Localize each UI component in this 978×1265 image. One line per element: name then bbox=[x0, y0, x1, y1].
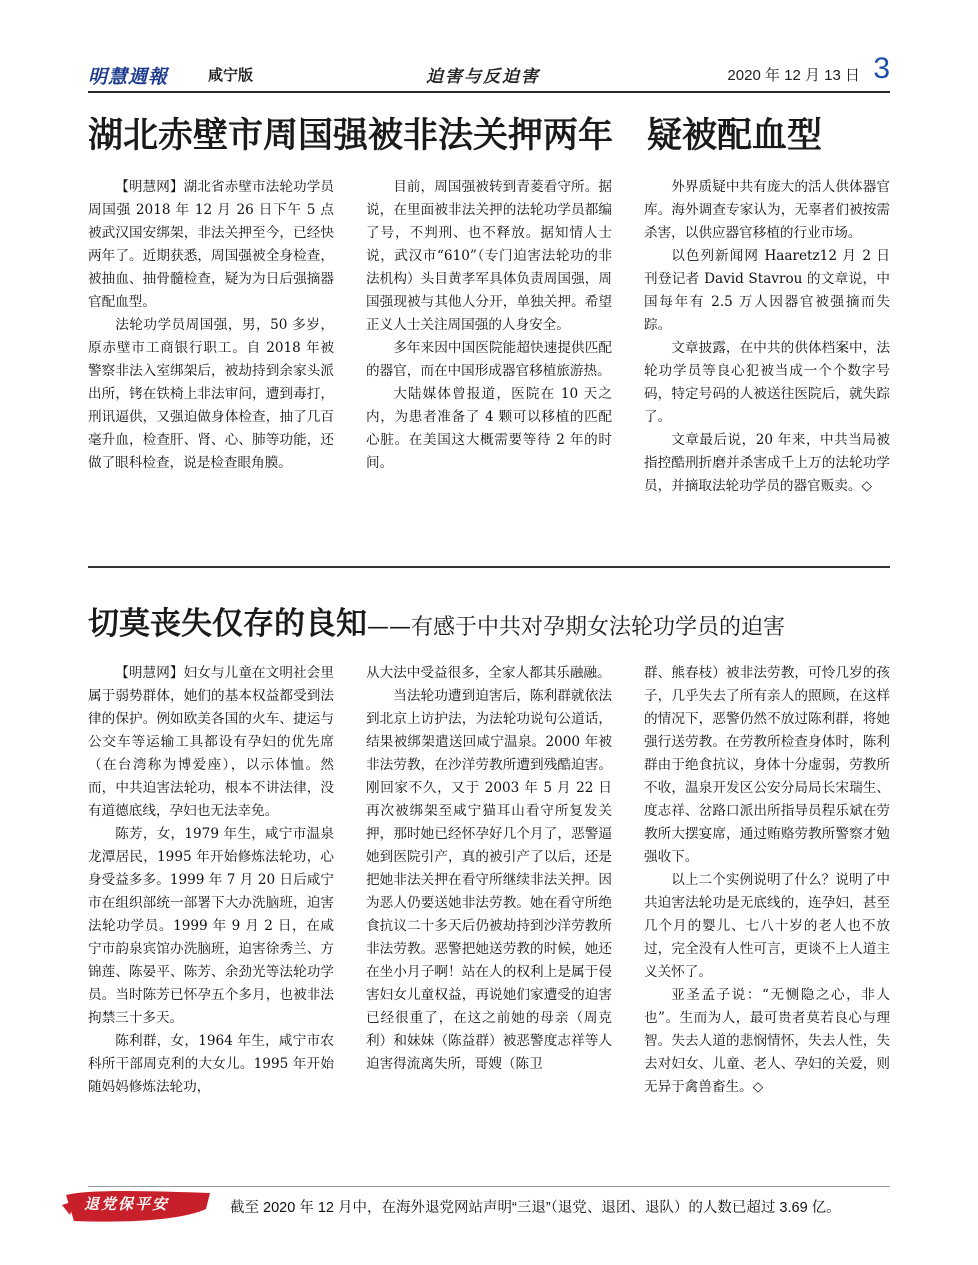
article1-headline-main: 湖北赤壁市周国强被非法关押两年 bbox=[88, 116, 614, 156]
article2-headline bbox=[88, 598, 890, 643]
page-header bbox=[88, 52, 890, 90]
paragraph-continued: 从大法中受益很多，全家人都其乐融融。 bbox=[366, 665, 611, 681]
paragraph: 以色列新闻网 Haaretz12 月 2 日刊登记者 David Stavrou 的文章说，中国每年有 2.5 万人因器官被强摘而失踪。 bbox=[644, 248, 890, 333]
paragraph: 文章披露，在中共的供体档案中，法轮功学员等良心犯被当成一个个数字号码，特定号码的人被送往医院后，就失踪了。 bbox=[644, 340, 890, 425]
paragraph: 当法轮功遭到迫害后，陈利群就依法到北京上访护法，为法轮功说句公道话，结果被绑架遣送回咸宁温泉。2000 年被非法劳教，在沙洋劳教所遭到残酷迫害。刚回家不久，又于 2003 年 5 月 22 日再次被绑架至咸宁猫耳山看守所复发关押，那时她已经怀孕好几个月了，恶警逼她到医院引产，真的被引产了以后，还是把她非法关押在看守所继续非法关押。因为恶人仍要送她非法劳教。她在看守所绝食抗议二十多天后仍被劫持到沙洋劳教所非法劳教。恶警把她送劳教的时候，她还在坐小月子啊！站在人的权利上是属于侵害妇女儿童权益，再说她们家遭受的迫害已经很重了，在这之前她的母亲（周克利）和妹妹（陈益群）被恶警度志祥等人迫害得流离失所，哥嫂（陈卫 bbox=[366, 688, 612, 1072]
section-title: 迫害与反迫害 bbox=[426, 67, 540, 87]
paragraph: 目前，周国强被转到青菱看守所。据说，在里面被非法关押的法轮功学员都编了号，不判刑、也不释放。据知情人士说，武汉市“610”（专门迫害法轮功的非法机构）头目黄孝军具体负责周国强，周国强现被与其他人分开，单独关押。希望正义人士关注周国强的人身安全。 bbox=[366, 179, 612, 333]
paragraph: 以上二个实例说明了什么？说明了中共迫害法轮功是无底线的，连孕妇，甚至几个月的婴儿、七八十岁的老人也不放过，完全没有人性可言，更谈不上人道主义关怀了。 bbox=[644, 872, 890, 980]
article2-column-3 bbox=[644, 662, 890, 1099]
article2-headline-main: 切莫丧失仅存的良知 bbox=[88, 606, 367, 642]
header-divider bbox=[88, 91, 890, 93]
edition-label: 咸宁版 bbox=[208, 66, 254, 84]
article2-column-2 bbox=[366, 662, 612, 1076]
paragraph-continued: 群、熊春枝）被非法劳教，可怜几岁的孩子，几乎失去了所有亲人的照顾，在这样的情况下，恶警仍然不放过陈利群，将她强行送劳教。在劳教所检查身体时，陈利群由于绝食抗议，身体十分虚弱，劳教所不收，温泉开发区公安分局局长宋瑞生、度志祥、岔路口派出所指导员程乐斌在劳教所大摆宴席，通过贿赂劳教所警察才勉强收下。 bbox=[644, 665, 890, 865]
paragraph: 【明慧网】湖北省赤壁市法轮功学员周国强 2018 年 12 月 26 日下午 5 点被武汉国安绑架，非法关押至今，已经快两年了。近期获悉，周国强被全身检查，被抽血、抽骨髓检查，疑为为日后强摘器官配血型。 bbox=[88, 179, 334, 310]
quit-party-banner bbox=[60, 1187, 216, 1227]
paragraph: 文章最后说，20 年来，中共当局被指控酷刑折磨并杀害成千上万的法轮功学员，并摘取法轮功学员的器官贩卖。◇ bbox=[644, 432, 890, 494]
article1-column-2 bbox=[366, 176, 612, 475]
paragraph: 外界质疑中共有庞大的活人供体器官库。海外调查专家认为，无辜者们被按需杀害，以供应器官移植的行业市场。 bbox=[644, 179, 890, 241]
footer-notice: 截至 2020 年 12 月中，在海外退党网站声明“三退”（退党、退团、退队）的人数已超过 3.69 亿。 bbox=[230, 1200, 841, 1216]
paragraph: 法轮功学员周国强，男，50 多岁，原赤壁市工商银行职工。自 2018 年被警察非法入室绑架后，被劫持到余家头派出所，铐在铁椅上非法审问，遭到毒打，刑讯逼供，又强迫做身体检查，抽了几百毫升血，检查肝、肾、心、肺等功能，还做了眼科检查，说是检查眼角膜。 bbox=[88, 317, 334, 471]
article-divider bbox=[88, 566, 890, 568]
banner-slogan: 退党保平安 bbox=[84, 1195, 170, 1213]
issue-date: 2020 年 12 月 13 日 bbox=[727, 67, 860, 84]
paragraph: 陈利群，女，1964 年生，咸宁市农科所干部周克利的大女儿。1995 年开始随妈妈修炼法轮功， bbox=[88, 1033, 334, 1095]
article2-column-1 bbox=[88, 662, 334, 1099]
newspaper-brand: 明慧週報 bbox=[88, 66, 169, 88]
paragraph: 陈芳，女，1979 年生，咸宁市温泉龙潭居民，1995 年开始修炼法轮功，心身受益多多。1999 年 7 月 20 日后咸宁市在组织部统一部署下大办洗脑班，迫害法轮功学员。1999 年 9 月 2 日，在咸宁市韵泉宾馆办洗脑班，迫害徐秀兰、方锦莲、陈晏平、陈芳、余劲光等法轮功学员。当时陈芳已怀孕五个多月，也被非法拘禁三十多天。 bbox=[88, 826, 334, 1026]
paragraph: 多年来因中国医院能超快速提供匹配的器官，而在中国形成器官移植旅游热。 bbox=[366, 340, 612, 379]
paragraph: 【明慧网】妇女与儿童在文明社会里属于弱势群体，她们的基本权益都受到法律的保护。例如欧美各国的火车、捷运与公交车等运输工具都设有孕妇的优先席（在台湾称为博爱座），以示体恤。然而，中共迫害法轮功，根本不讲法律，没有道德底线，孕妇也无法幸免。 bbox=[88, 665, 334, 819]
article1-headline-secondary: 疑被配血型 bbox=[647, 116, 823, 156]
article2-headline-sub: ——有感于中共对孕期女法轮功学员的迫害 bbox=[367, 615, 786, 640]
article1-column-3 bbox=[644, 176, 890, 498]
article1-column-1 bbox=[88, 176, 334, 475]
paragraph: 大陆媒体曾报道，医院在 10 天之内，为患者准备了 4 颗可以移植的匹配心脏。在美国这大概需要等待 2 年的时间。 bbox=[366, 386, 612, 471]
page-number: 3 bbox=[873, 52, 890, 85]
paragraph: 亚圣孟子说：“无恻隐之心，非人也”。生而为人，最可贵者莫若良心与理智。失去人道的悲悯情怀，失去人性，失去对妇女、儿童、老人、孕妇的关爱，则无异于禽兽畜生。◇ bbox=[644, 987, 890, 1095]
article1-headline bbox=[88, 108, 890, 158]
